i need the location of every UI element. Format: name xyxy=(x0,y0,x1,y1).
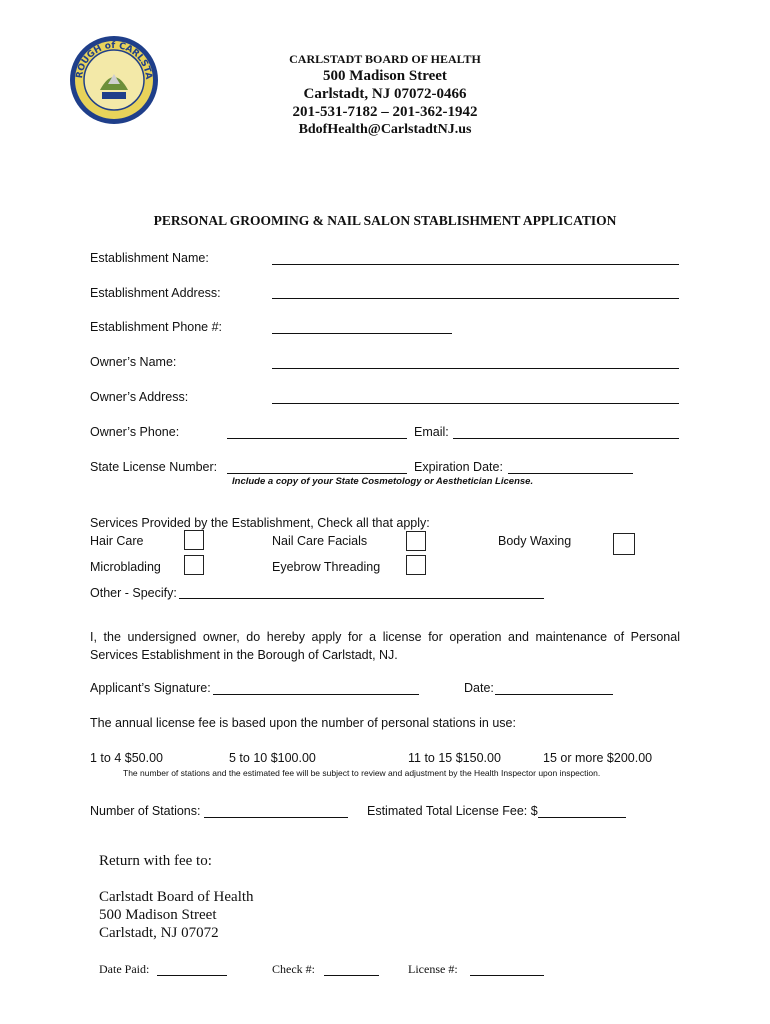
stations-field[interactable] xyxy=(204,817,348,818)
date-paid-label: Date Paid: xyxy=(99,962,150,976)
signature-label: Applicant’s Signature: xyxy=(90,681,211,695)
nail-care-label: Nail Care Facials xyxy=(272,534,368,548)
owner-phone-label: Owner’s Phone: xyxy=(90,425,180,439)
fee-tier-2: 5 to 10 $100.00 xyxy=(229,751,316,765)
expiration-date-field[interactable] xyxy=(508,473,633,474)
other-specify-label: Other - Specify: xyxy=(90,586,177,600)
other-specify-field[interactable] xyxy=(179,598,544,599)
return-line-2: 500 Madison Street xyxy=(99,907,217,923)
state-license-label: State License Number: xyxy=(90,460,218,474)
city-address: Carlstadt, NJ 07072-0466 xyxy=(303,86,467,102)
declaration-text: I, the undersigned owner, do hereby apply for a license for operation and maintenance of Personal Services Establishment in the Borough of Carlstadt, NJ. xyxy=(90,630,680,662)
hair-care-label: Hair Care xyxy=(90,534,144,548)
stations-label: Number of Stations: xyxy=(90,804,201,818)
return-line-3: Carlstadt, NJ 07072 xyxy=(99,925,219,941)
total-fee-label: Estimated Total License Fee: $ xyxy=(367,804,538,818)
return-line-1: Carlstadt Board of Health xyxy=(99,889,254,905)
street-address: 500 Madison Street xyxy=(323,68,447,84)
services-heading: Services Provided by the Establishment, Check all that apply: xyxy=(90,516,430,530)
license-number-field[interactable] xyxy=(470,975,544,976)
board-name: CARLSTADT BOARD OF HEALTH xyxy=(289,52,481,66)
fee-tier-1: 1 to 4 $50.00 xyxy=(90,751,163,765)
owner-phone-field[interactable] xyxy=(227,438,407,439)
establishment-address-field[interactable] xyxy=(272,298,679,299)
signature-date-field[interactable] xyxy=(495,694,613,695)
check-number-label: Check #: xyxy=(272,962,315,976)
hair-care-checkbox[interactable] xyxy=(184,530,204,550)
establishment-name-label: Establishment Name: xyxy=(90,251,209,265)
check-number-field[interactable] xyxy=(324,975,379,976)
expiration-date-label: Expiration Date: xyxy=(414,460,503,474)
borough-seal xyxy=(68,34,160,126)
license-number-label: License #: xyxy=(408,962,458,976)
establishment-phone-field[interactable] xyxy=(272,333,452,334)
establishment-address-label: Establishment Address: xyxy=(90,286,221,300)
email-label: Email: xyxy=(414,425,449,439)
email-address: BdofHealth@CarlstadtNJ.us xyxy=(298,122,472,137)
return-heading: Return with fee to: xyxy=(99,853,212,869)
seal-text: ROUGH of CARLSTA xyxy=(74,40,154,80)
owner-name-label: Owner’s Name: xyxy=(90,355,177,369)
microblading-label: Microblading xyxy=(90,560,161,574)
date-paid-field[interactable] xyxy=(157,975,227,976)
establishment-phone-label: Establishment Phone #: xyxy=(90,320,223,334)
state-license-field[interactable] xyxy=(227,473,407,474)
email-field[interactable] xyxy=(453,438,679,439)
total-fee-field[interactable] xyxy=(538,817,626,818)
eyebrow-threading-checkbox[interactable] xyxy=(406,555,426,575)
eyebrow-threading-label: Eyebrow Threading xyxy=(272,560,381,574)
owner-address-label: Owner’s Address: xyxy=(90,390,189,404)
owner-name-field[interactable] xyxy=(272,368,679,369)
fee-tier-3: 11 to 15 $150.00 xyxy=(408,751,501,765)
license-note: Include a copy of your State Cosmetology or Aesthetician License. xyxy=(232,476,534,487)
body-waxing-checkbox[interactable] xyxy=(613,533,635,555)
body-waxing-label: Body Waxing xyxy=(498,534,572,548)
signature-field[interactable] xyxy=(213,694,419,695)
establishment-name-field[interactable] xyxy=(272,264,679,265)
page-title: PERSONAL GROOMING & NAIL SALON STABLISHMENT APPLICATION xyxy=(153,213,617,228)
fee-tier-4: 15 or more $200.00 xyxy=(543,751,653,765)
fee-note: The number of stations and the estimated fee will be subject to review and adjustment by the Health Inspector upon inspection. xyxy=(123,768,601,778)
nail-care-checkbox[interactable] xyxy=(406,531,426,551)
phone-numbers: 201-531-7182 – 201-362-1942 xyxy=(292,104,478,120)
fee-intro: The annual license fee is based upon the number of personal stations in use: xyxy=(90,716,516,730)
microblading-checkbox[interactable] xyxy=(184,555,204,575)
owner-address-field[interactable] xyxy=(272,403,679,404)
signature-date-label: Date: xyxy=(464,681,494,695)
